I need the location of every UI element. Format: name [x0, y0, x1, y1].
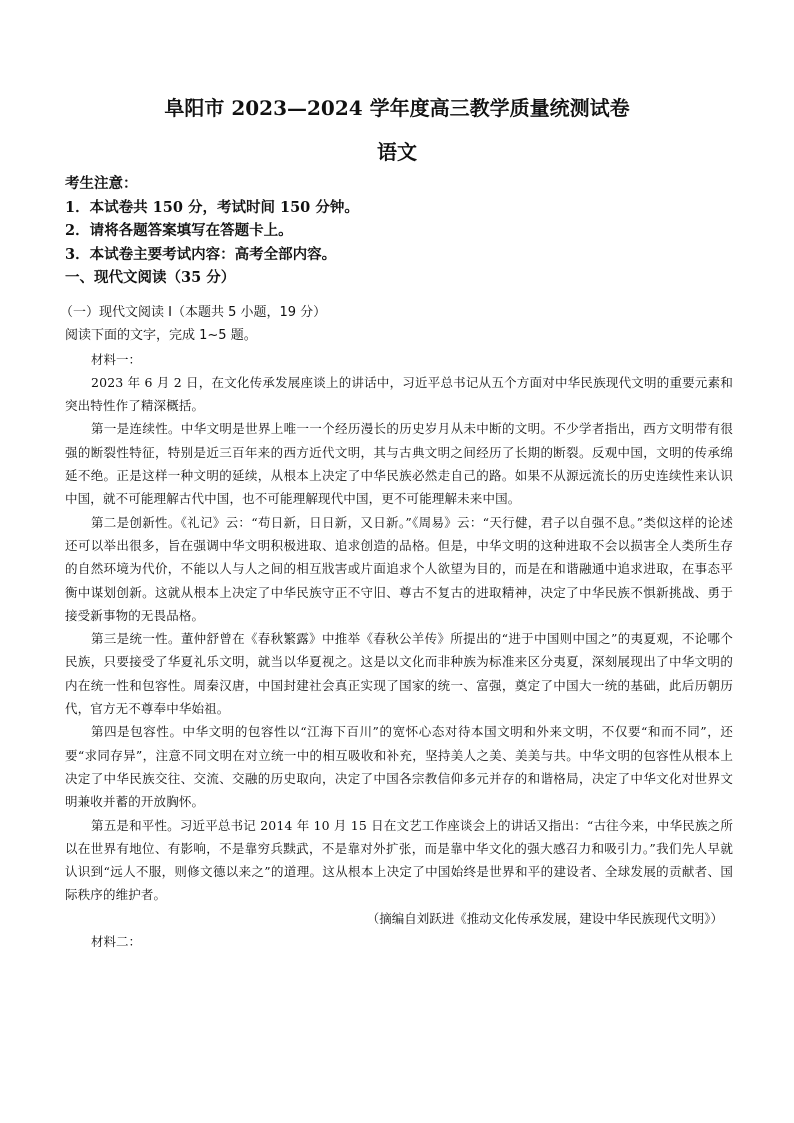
- material1-paragraph-4: 第三是统一性。董仲舒曾在《春秋繁露》中推举《春秋公羊传》所提出的“进于中国则中国之”的夷夏观，不论哪个民族，只要接受了华夏礼乐文明，就当以华夏视之。这是以文化而非种族为标准来区分夷夏，深刻展现出了中华文明的内在统一性和包容性。周秦汉唐，中国封建社会真正实现了国家的统一、富强，奠定了中国大一统的基础，此后历朝历代，官方无不尊奉中华始祖。: [65, 631, 733, 717]
- notes-item-2: 2．请将各题答案填写在答题卡上。: [65, 222, 293, 239]
- notes-heading: 考生注意：: [65, 175, 138, 192]
- material1-paragraph-6: 第五是和平性。习近平总书记 2014 年 10 月 15 日在文艺工作座谈会上的讲话又指出：“古往今来，中华民族之所以在世界有地位、有影响，不是靠穷兵黩武，不是靠对外扩张，而是靠中华文化的强大感召力和吸引力。”我们先人早就认识到“远人不服，则修文德以来之”的道理。这从根本上决定了中国始终是世界和平的建设者、全球发展的贡献者、国际秩序的维护者。: [65, 817, 733, 903]
- material1-paragraph-2: 第一是连续性。中华文明是世界上唯一一个经历漫长的历史岁月从未中断的文明。不少学者指出，西方文明带有很强的断裂性特征，特别是近三百年来的西方近代文明，其与古典文明之间经历了长期的断裂。反观中国，文明的传承绵延不绝。正是这样一种文明的延续，从根本上决定了中华民族必然走自己的路。如果不从源远流长的历史连续性来认识中国，就不可能理解古代中国，也不可能理解现代中国，更不可能理解未来中国。: [65, 421, 733, 507]
- notes-item-3: 3．本试卷主要考试内容：高考全部内容。: [65, 245, 337, 263]
- notes-item-1: 1．本试卷共 150 分，考试时间 150 分钟。: [65, 198, 359, 216]
- candidate-notes: [65, 172, 733, 290]
- material1-label: 材料一：: [91, 351, 142, 367]
- section-instruction: 阅读下面的文字，完成 1~5 题。: [65, 328, 257, 344]
- section-heading: 一、现代文阅读（35 分）: [65, 269, 236, 286]
- material2-label: 材料二：: [91, 934, 142, 950]
- material1-paragraph-1: 2023 年 6 月 2 日，在文化传承发展座谈上的讲话中，习近平总书记从五个方面对中华民族现代文明的重要元素和突出特性作了精深概括。: [65, 374, 733, 414]
- material1-source: （摘编自刘跃进《推动文化传承发展，建设中华民族现代文明》）: [366, 910, 723, 926]
- subject-title: 语文: [377, 140, 417, 164]
- exam-title: 阜阳市 2023—2024 学年度高三教学质量统测试卷: [164, 96, 630, 120]
- material1-paragraph-3: 第二是创新性。《礼记》云：“苟日新，日日新，又日新。”《周易》云：“天行健，君子以自强不息。”类似这样的论述还可以举出很多，旨在强调中华文明积极进取、追求创造的品格。但是，中华文明的这种进取不会以损害全人类所生存的自然环境为代价，不能以人与人之间的相互戕害或片面追求个人欲望为目的，而是在和谐融通中追求进取，在事态平衡中谋划创新。这就从根本上决定了中华民族守正不守旧、尊古不复古的进取精神，决定了中华民族不惧新挑战、勇于接受新事物的无畏品格。: [65, 514, 733, 623]
- section-subheading: （一）现代文阅读 I（本题共 5 小题，19 分）: [60, 305, 327, 320]
- material1-paragraph-5: 第四是包容性。中华文明的包容性以“江海下百川”的宽怀心态对待本国文明和外来文明，不仅要“和而不同”，还要“求同存异”，注意不同文明在对立统一中的相互吸收和补充，坚持美人之美、美美与共。中华文明的包容性从根本上决定了中华民族交往、交流、交融的历史取向，决定了中国各宗教信仰多元并存的和谐格局，决定了中华文化对世界文明兼收并蓄的开放胸怀。: [65, 724, 733, 810]
- reading-passage: [60, 301, 733, 953]
